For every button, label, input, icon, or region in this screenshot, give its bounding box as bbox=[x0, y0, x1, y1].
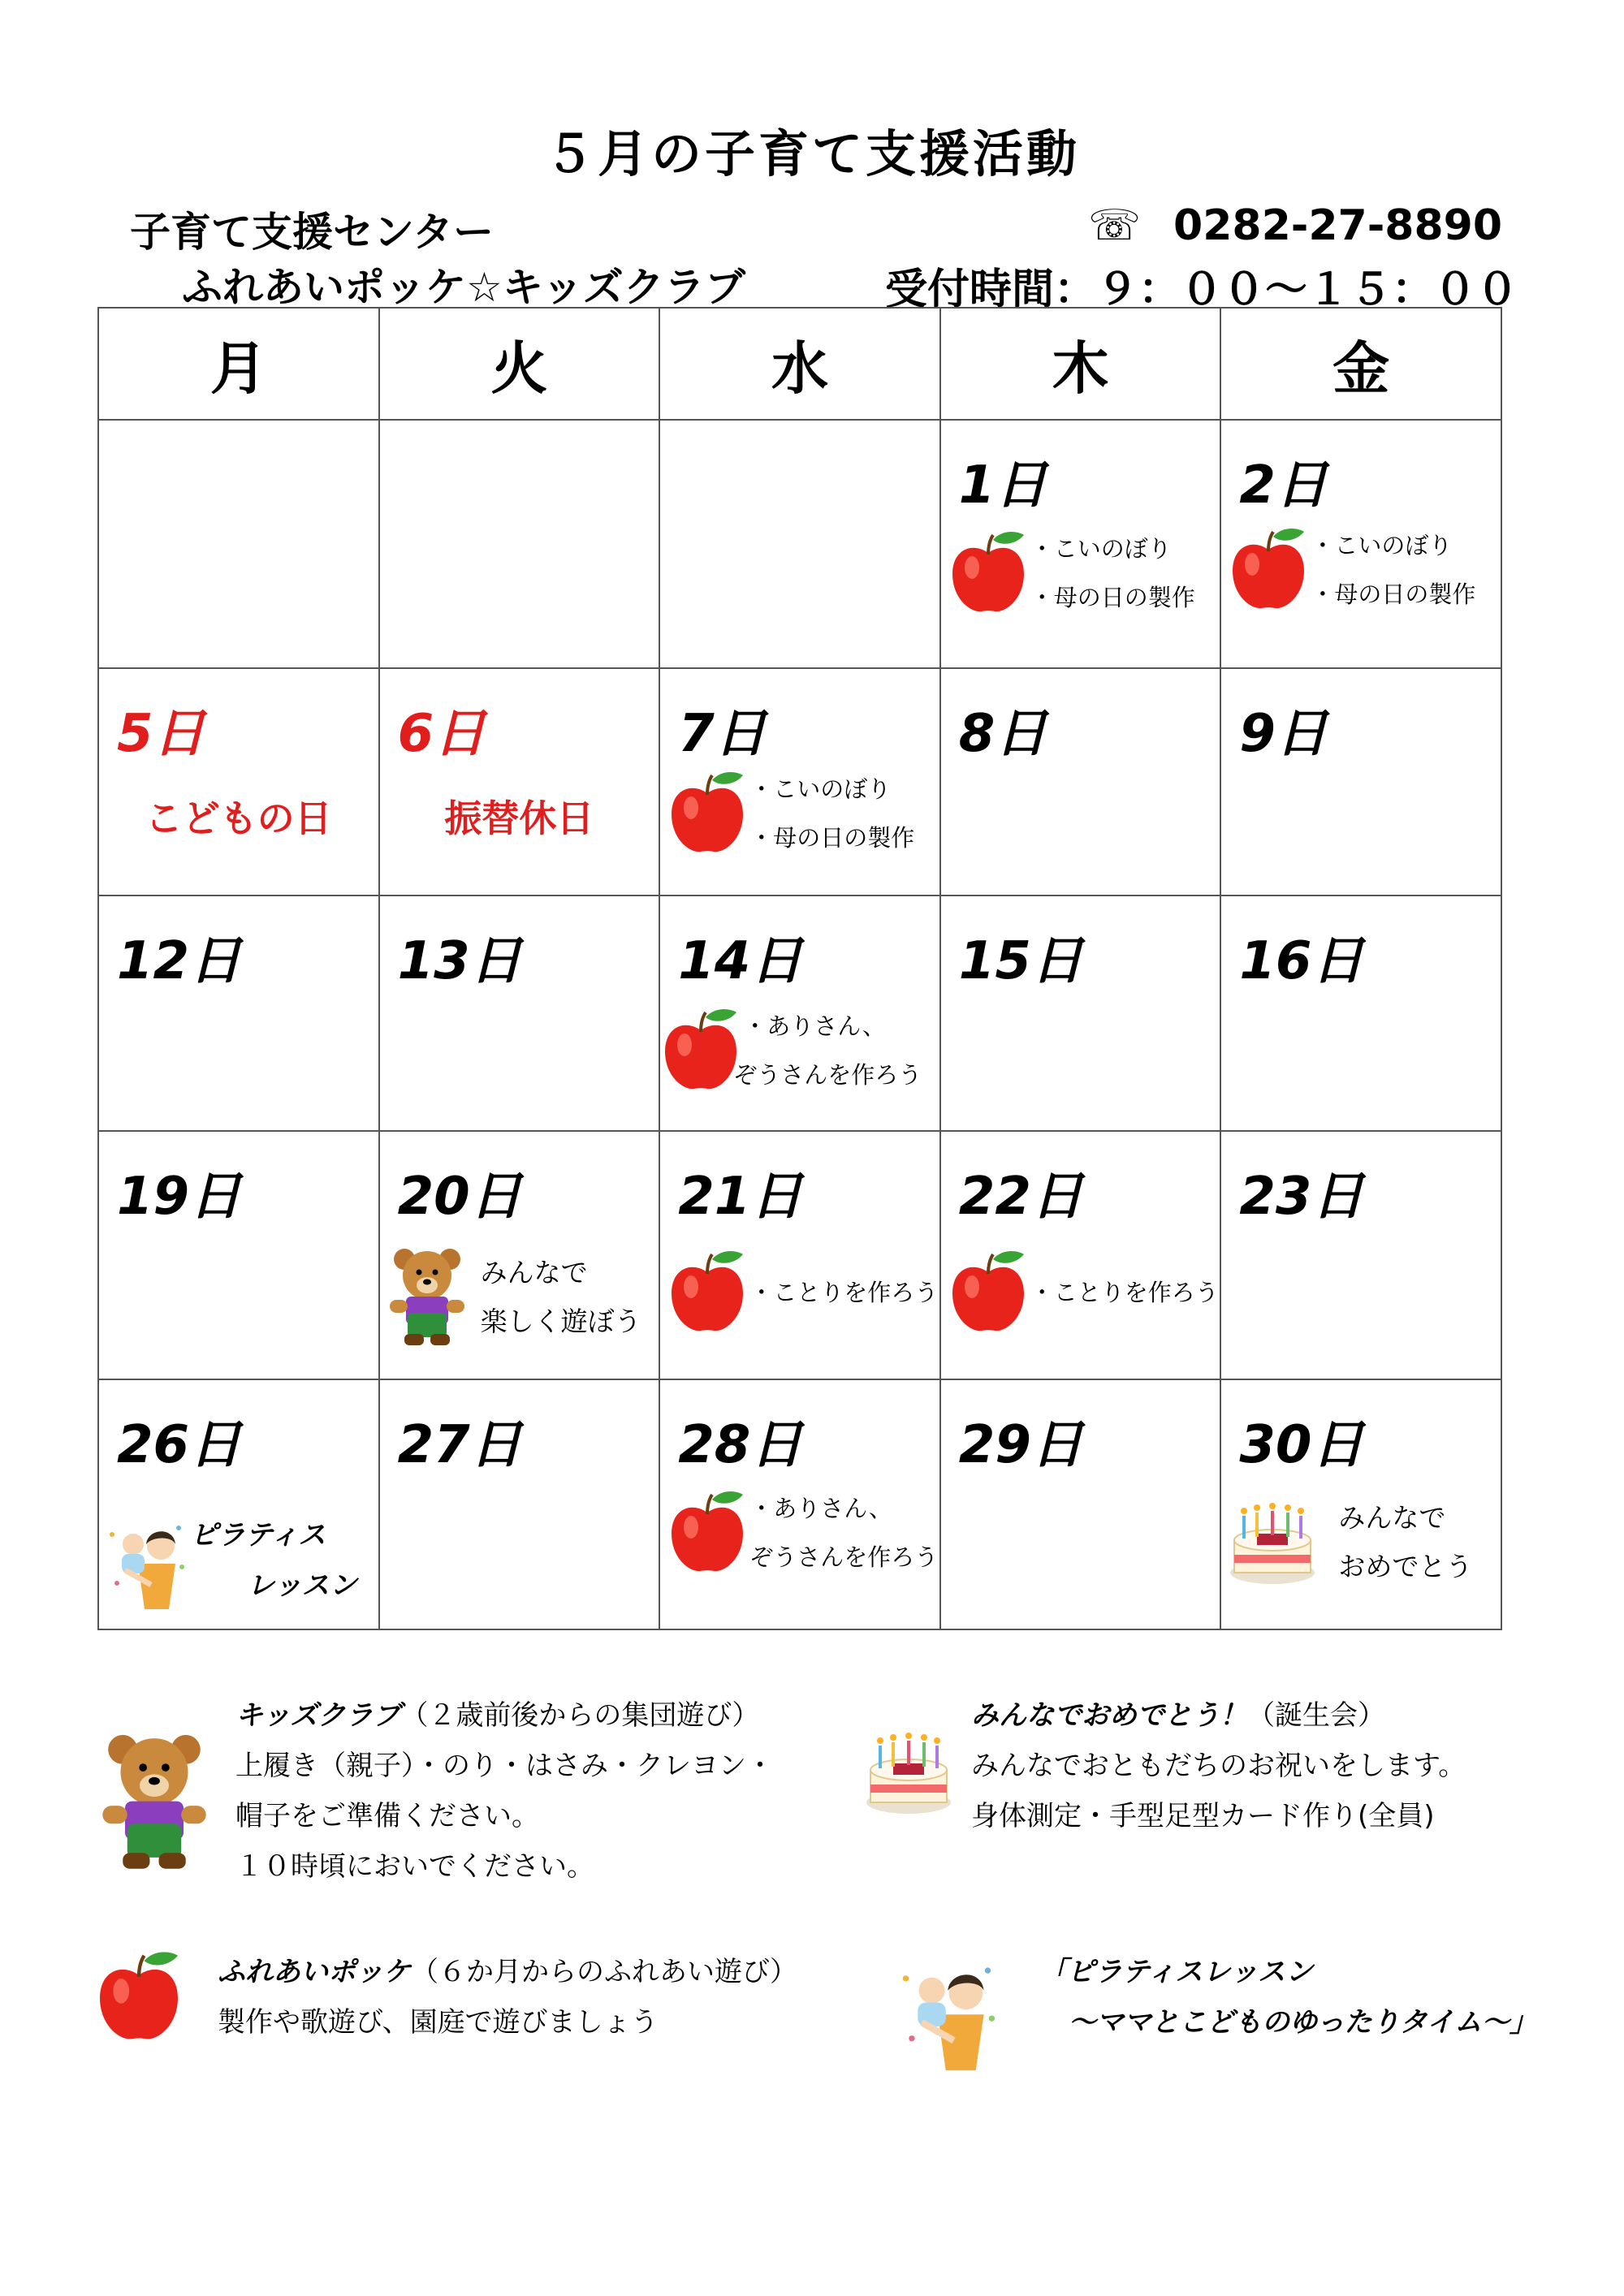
event bbox=[1228, 521, 1475, 619]
day-number: 29日 bbox=[958, 1415, 1083, 1475]
event bbox=[948, 1244, 1219, 1341]
mother-child-icon bbox=[874, 1949, 1020, 2078]
event-text: 楽しく遊ぼう bbox=[480, 1306, 641, 1337]
legend-text: １０時頃においでください。 bbox=[235, 1850, 594, 1883]
apple-icon bbox=[667, 1488, 748, 1577]
event-text: ・ありさん、 bbox=[743, 1012, 886, 1040]
legend-title: みんなでおめでとう！ bbox=[971, 1699, 1247, 1732]
day-number: 1日 bbox=[958, 455, 1047, 516]
day-number: 19日 bbox=[117, 1167, 242, 1227]
day-cell-empty bbox=[98, 420, 379, 668]
day-cell bbox=[940, 1131, 1221, 1379]
day-number: 20日 bbox=[397, 1167, 522, 1227]
weekday-header: 月 bbox=[98, 308, 379, 420]
event-text: ぞうさんを作ろう bbox=[733, 1061, 922, 1089]
day-number: 30日 bbox=[1239, 1415, 1364, 1475]
event-text: ・ことりを作ろう bbox=[749, 1279, 939, 1306]
event bbox=[667, 765, 914, 862]
event-text: みんなで bbox=[1338, 1502, 1446, 1534]
event bbox=[101, 1510, 357, 1616]
mother-child-icon bbox=[101, 1510, 190, 1616]
day-cell-empty bbox=[659, 420, 940, 668]
legend-text: 上履き（親子）・のり・はさみ・クレヨン・ bbox=[235, 1750, 774, 1782]
legend-text: ～ママとこどものゆったりタイム～」 bbox=[1069, 2006, 1537, 2039]
day-number: 12日 bbox=[117, 931, 242, 991]
phone-text: 0282-27-8890 bbox=[1173, 201, 1503, 250]
day-cell bbox=[379, 1379, 660, 1629]
day-cell bbox=[379, 1131, 660, 1379]
day-cell bbox=[98, 1131, 379, 1379]
event bbox=[387, 1249, 641, 1346]
day-number: 23日 bbox=[1239, 1167, 1364, 1227]
apple-icon bbox=[667, 769, 748, 858]
day-number: 13日 bbox=[397, 931, 522, 991]
event bbox=[1228, 1494, 1472, 1591]
day-number: 5日 bbox=[117, 704, 205, 764]
day-cell bbox=[940, 896, 1221, 1131]
event-text: ・母の日の製作 bbox=[1311, 580, 1476, 608]
legend-text: 製作や歌遊び、園庭で遊びましょう bbox=[218, 2006, 659, 2039]
day-number: 9日 bbox=[1239, 704, 1328, 764]
day-cell bbox=[98, 668, 379, 896]
event bbox=[667, 1484, 938, 1582]
legend-kids bbox=[235, 1690, 774, 1892]
day-number: 28日 bbox=[678, 1415, 803, 1475]
legend-subtitle: （２歳前後からの集団遊び） bbox=[400, 1699, 760, 1732]
day-cell-empty bbox=[379, 420, 660, 668]
event-text: レッスン bbox=[247, 1569, 357, 1602]
event-text: ・こいのぼり bbox=[749, 775, 892, 803]
center-name: 子育て支援センター bbox=[130, 209, 494, 256]
weekday-header: 金 bbox=[1220, 308, 1501, 420]
event-text: ・ありさん、 bbox=[749, 1495, 892, 1522]
phone-icon: ☏ bbox=[1088, 201, 1142, 250]
day-number: 6日 bbox=[397, 704, 486, 764]
event-text: ・母の日の製作 bbox=[1030, 584, 1195, 611]
day-cell bbox=[1220, 1131, 1501, 1379]
day-cell bbox=[659, 1131, 940, 1379]
day-cell bbox=[379, 896, 660, 1131]
day-number: 15日 bbox=[958, 931, 1083, 991]
reception-hours: 受付時間：９：００～１５：００ bbox=[885, 265, 1519, 314]
birthday-cake-icon bbox=[864, 1728, 953, 1817]
day-number: 8日 bbox=[958, 704, 1047, 764]
day-cell bbox=[1220, 1379, 1501, 1629]
day-number: 16日 bbox=[1239, 931, 1364, 991]
event-text: ぞうさんを作ろう bbox=[749, 1543, 939, 1571]
legend-title: 「ピラティスレッスン bbox=[1039, 1956, 1313, 1988]
day-number: 14日 bbox=[678, 931, 803, 991]
day-cell bbox=[1220, 896, 1501, 1131]
weekday-header: 火 bbox=[379, 308, 660, 420]
event bbox=[667, 1244, 938, 1341]
weekday-header: 水 bbox=[659, 308, 940, 420]
legend-title: キッズクラブ bbox=[235, 1699, 401, 1732]
day-cell bbox=[659, 668, 940, 896]
event-text: みんなで bbox=[480, 1257, 588, 1288]
day-cell bbox=[940, 420, 1221, 668]
holiday-label: こどもの日 bbox=[145, 796, 332, 840]
calendar-table bbox=[97, 307, 1502, 1630]
event-text: ピラティス bbox=[190, 1519, 326, 1552]
legend-title: ふれあいポッケ bbox=[218, 1956, 411, 1988]
day-number: 27日 bbox=[397, 1415, 522, 1475]
apple-icon bbox=[667, 1248, 748, 1337]
apple-icon bbox=[948, 1248, 1029, 1337]
day-number: 21日 bbox=[678, 1167, 803, 1227]
apple-icon bbox=[660, 1006, 741, 1095]
bear-icon bbox=[97, 1729, 211, 1875]
legend-text: 帽子をご準備ください。 bbox=[235, 1800, 539, 1832]
day-number: 22日 bbox=[958, 1167, 1083, 1227]
event bbox=[948, 524, 1195, 622]
day-number: 26日 bbox=[117, 1415, 242, 1475]
day-cell bbox=[659, 896, 940, 1131]
phone-number bbox=[1088, 201, 1502, 250]
event-text: おめでとう bbox=[1338, 1551, 1473, 1582]
legend-subtitle: （６か月からのふれあい遊び） bbox=[411, 1956, 797, 1988]
birthday-cake-icon bbox=[1228, 1498, 1317, 1587]
event-text: ・母の日の製作 bbox=[749, 824, 915, 852]
event-text: ・ことりを作ろう bbox=[1030, 1279, 1219, 1306]
apple-icon bbox=[94, 1949, 184, 2046]
event bbox=[660, 1002, 922, 1099]
weekday-header: 木 bbox=[940, 308, 1221, 420]
apple-icon bbox=[948, 529, 1029, 618]
day-cell bbox=[379, 668, 660, 896]
event-text: ・こいのぼり bbox=[1030, 535, 1172, 563]
day-number: 7日 bbox=[678, 704, 767, 764]
day-cell bbox=[659, 1379, 940, 1629]
day-cell bbox=[940, 1379, 1221, 1629]
page-title: ５月の子育て支援活動 bbox=[543, 124, 1080, 183]
legend-text: みんなでおともだちのお祝いをします。 bbox=[971, 1750, 1466, 1782]
day-cell bbox=[98, 896, 379, 1131]
holiday-label: 振替休日 bbox=[444, 796, 594, 840]
center-subname: ふれあいポッケ☆キッズクラブ bbox=[182, 264, 745, 311]
legend-pilates bbox=[1039, 1947, 1537, 2048]
apple-icon bbox=[1228, 525, 1309, 615]
legend-subtitle: （誕生会） bbox=[1247, 1699, 1385, 1732]
bear-icon bbox=[387, 1245, 468, 1350]
legend-pocke bbox=[218, 1947, 797, 2048]
day-cell bbox=[1220, 668, 1501, 896]
event-text: ・こいのぼり bbox=[1311, 532, 1453, 559]
legend-text: 身体測定・手型足型カード作り(全員) bbox=[971, 1800, 1435, 1832]
day-number: 2日 bbox=[1239, 455, 1328, 516]
legend-birthday bbox=[971, 1690, 1466, 1841]
day-cell bbox=[940, 668, 1221, 896]
day-cell bbox=[1220, 420, 1501, 668]
day-cell bbox=[98, 1379, 379, 1629]
